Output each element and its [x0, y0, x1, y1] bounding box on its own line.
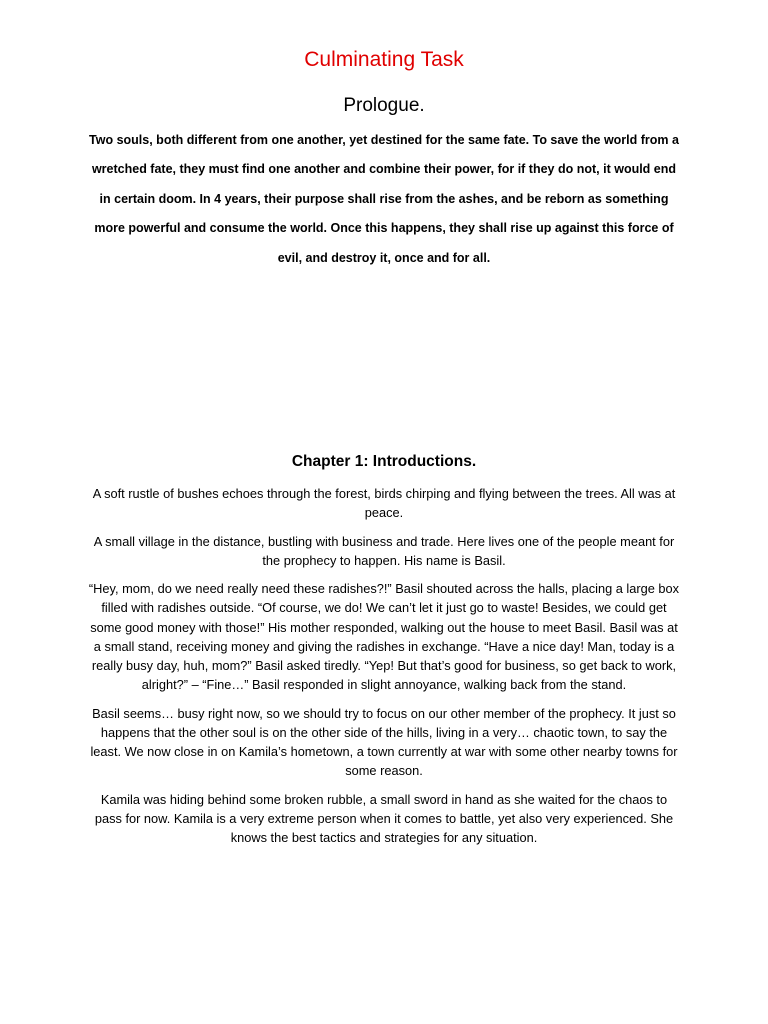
document-title: Culminating Task — [304, 48, 464, 71]
chapter-paragraph: A soft rustle of bushes echoes through the forest, birds chirping and flying between the trees. All was at peace. — [92, 486, 676, 521]
chapter-paragraph: “Hey, mom, do we need really need these radishes?!” Basil shouted across the halls, placing a large box filled with radishes outside. “Of course, we do! We can’t let it just go to waste! Besides, we could get some good money with those!” His mother responded, walking out the house to meet Basil. Basil was at a small stand, receiving money and giving the radishes in exchange. “Have a nice day! Man, today is a really busy day, huh, mom?” Basil asked tiredly. “Yep! But that’s good for business, so get back to work, alright?” – “Fine…” Basil responded in slight annoyance, walking back from the stand. — [88, 581, 680, 693]
chapter-paragraph: Basil seems… busy right now, so we should try to focus on our other member of the prophecy. It just so happens that the other soul is on the other side of the hills, living in a very… chaotic town, to say the least. We now close in on Kamila’s hometown, a town currently at war with some other nearby towns for some reason. — [90, 705, 678, 779]
chapter-body — [88, 484, 680, 856]
chapter-paragraph: A small village in the distance, bustling with business and trade. Here lives one of the people meant for the prophecy to happen. His name is Basil. — [93, 533, 675, 568]
prologue-heading: Prologue. — [343, 95, 425, 116]
chapter-heading: Chapter 1: Introductions. — [291, 453, 477, 470]
prologue-text: Two souls, both different from one another, yet destined for the same fate. To save the world from a wretched fate, they must find one another and combine their power, for if they do not, it would end in certain doom. In 4 years, their purpose shall rise from the ashes, and be reborn as something more powerful and consume the world. Once this happens, they shall rise up against this force of evil, and destroy it, once and for all. — [89, 133, 679, 265]
chapter-paragraph: Kamila was hiding behind some broken rubble, a small sword in hand as she waited for the chaos to pass for now. Kamila is a very extreme person when it comes to battle, yet also very experienced. She knows the best tactics and strategies for any situation. — [94, 791, 674, 845]
